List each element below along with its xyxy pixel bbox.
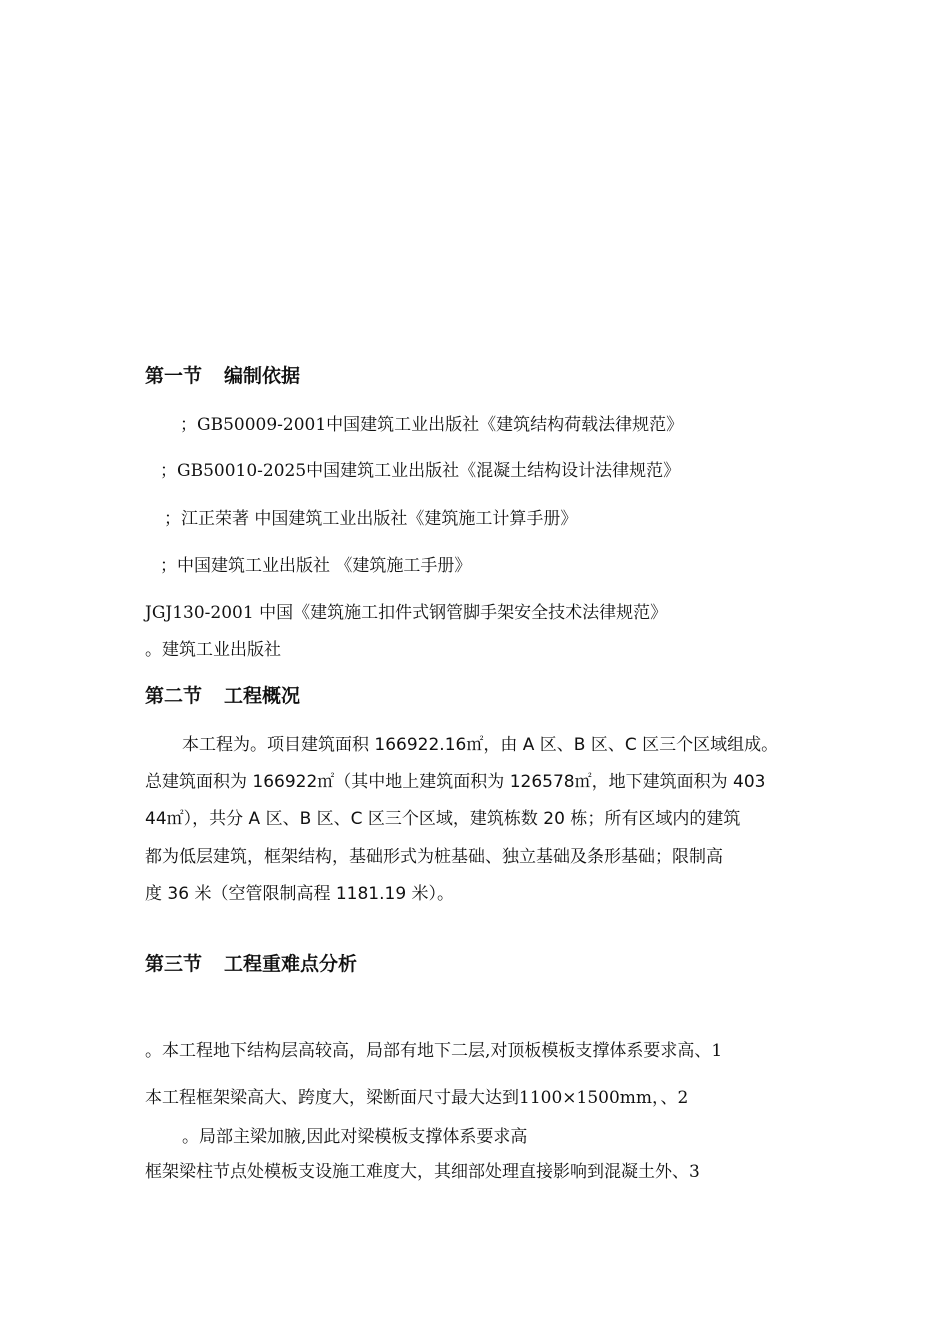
- section-1-number: 第一节: [145, 365, 203, 387]
- reference-item: ；GB50010-2025中国建筑工业出版社《混凝土结构设计法律规范》: [160, 461, 681, 481]
- section-2-number: 第二节: [145, 685, 203, 707]
- section-3-title: 工程重难点分析: [224, 953, 358, 975]
- overview-line: 总建筑面积为 166922㎡（其中地上建筑面积为 126578㎡，地下建筑面积为 403: [145, 772, 766, 792]
- reference-item: ；GB50009-2001中国建筑工业出版社《建筑结构荷载法律规范》: [180, 415, 684, 435]
- difficulty-line: 框架梁柱节点处模板支设施工难度大，其细部处理直接影响到混凝土外、3: [145, 1162, 700, 1182]
- section-1-heading: [145, 364, 300, 388]
- difficulty-line: 。本工程地下结构层高较高，局部有地下二层,对顶板模板支撑体系要求高、1: [145, 1041, 723, 1061]
- overview-line: 度 36 米（空管限制高程 1181.19 米）。: [145, 884, 455, 904]
- section-2-title: 工程概况: [224, 685, 301, 707]
- reference-item: 。建筑工业出版社: [145, 640, 281, 660]
- section-3-number: 第三节: [145, 953, 203, 975]
- reference-item: ；中国建筑工业出版社 《建筑施工手册》: [160, 556, 472, 576]
- section-3-heading: [145, 952, 357, 976]
- reference-item: ；江正荣著 中国建筑工业出版社《建筑施工计算手册》: [164, 509, 578, 529]
- difficulty-line: 。局部主梁加腋,因此对梁模板支撑体系要求高: [182, 1127, 528, 1147]
- overview-line: 都为低层建筑，框架结构，基础形式为桩基础、独立基础及条形基础；限制高: [145, 847, 723, 867]
- reference-item: JGJ130-2001 中国《建筑施工扣件式钢管脚手架安全技术法律规范》: [145, 603, 668, 623]
- difficulty-line: 本工程框架梁高大、跨度大，梁断面尺寸最大达到1100×1500mm，、2: [145, 1088, 689, 1108]
- overview-line: 本工程为。项目建筑面积 166922.16㎡，由 A 区、B 区、C 区三个区域组成。: [182, 735, 779, 755]
- section-1-title: 编制依据: [224, 365, 301, 387]
- overview-line: 44㎡），共分 A 区、B 区、C 区三个区域，建筑栋数 20 栋；所有区域内的建筑: [145, 809, 741, 829]
- section-2-heading: [145, 684, 300, 708]
